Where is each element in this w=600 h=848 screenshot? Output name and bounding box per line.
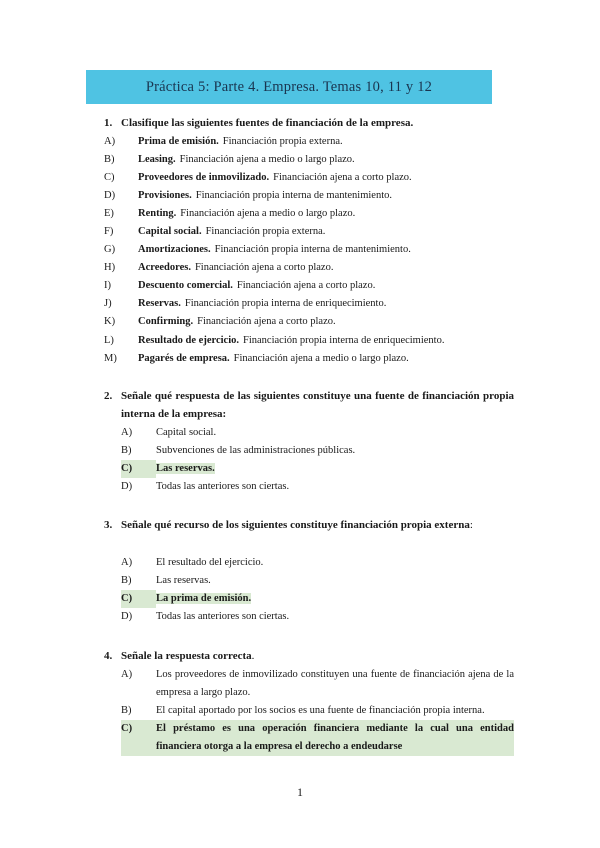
list-item: D) Provisiones. Financiación propia interna de mantenimiento. bbox=[104, 189, 393, 201]
answer-option: B) Las reservas. bbox=[121, 575, 211, 586]
answer-option: D) Todas las anteriores son ciertas. bbox=[121, 611, 290, 622]
list-item: M) Pagarés de empresa. Financiación ajena a medio o largo plazo. bbox=[104, 352, 409, 364]
list-item: L) Resultado de ejercicio. Financiación propia interna de enriquecimiento. bbox=[104, 334, 445, 346]
list-item: C) Proveedores de inmovilizado. Financiación ajena a corto plazo. bbox=[104, 171, 412, 183]
answer-option: B) El capital aportado por los socios es una fuente de financiación propia interna. bbox=[121, 705, 485, 716]
list-item: E) Renting. Financiación ajena a medio o largo plazo. bbox=[104, 207, 356, 219]
question-number: 1. bbox=[104, 117, 113, 129]
answer-option: A) El resultado del ejercicio. bbox=[121, 557, 264, 568]
correct-answer-option: C) Las reservas. bbox=[121, 460, 514, 478]
list-item: K) Confirming. Financiación ajena a corto plazo. bbox=[104, 316, 336, 328]
title-banner bbox=[86, 70, 492, 104]
q3-options bbox=[121, 554, 514, 626]
list-item: H) Acreedores. Financiación ajena a corto plazo. bbox=[104, 262, 334, 274]
answer-option: D) Todas las anteriores son ciertas. bbox=[121, 481, 290, 492]
list-item: B) Leasing. Financiación ajena a medio o largo plazo. bbox=[104, 153, 355, 165]
question-4: 4. Señale la respuesta correcta. bbox=[104, 647, 514, 665]
page-title: Práctica 5: Parte 4. Empresa. Temas 10, 11 y 12 bbox=[145, 78, 433, 95]
page-number: 1 bbox=[297, 785, 303, 799]
list-item: J) Reservas. Financiación propia interna de enriquecimiento. bbox=[104, 298, 387, 310]
question-number: 4. bbox=[104, 650, 113, 662]
q4-options bbox=[121, 666, 514, 756]
question-text: Clasifique las siguientes fuentes de financiación de la empresa. bbox=[121, 117, 414, 129]
question-text: Señale qué recurso de los siguientes constituye financiación propia externa bbox=[121, 519, 470, 531]
answer-option: A) Capital social. bbox=[121, 427, 217, 438]
answer-option: A) Los proveedores de inmovilizado constituyen una fuente de financiación ajena de la empresa a largo plazo. bbox=[121, 669, 514, 698]
correct-answer-option: C) El préstamo es una operación financiera mediante la cual una entidad financiera otorga a la empresa el derecho a endeudarse bbox=[121, 720, 514, 756]
question-text: Señale qué respuesta de las siguientes constituye una fuente de financiación propia interna de la empresa: bbox=[121, 390, 514, 420]
list-item: G) Amortizaciones. Financiación propia interna de mantenimiento. bbox=[104, 244, 411, 256]
list-item: A) Prima de emisión. Financiación propia externa. bbox=[104, 135, 343, 147]
q2-options bbox=[121, 424, 514, 496]
question-3: 3. Señale qué recurso de los siguientes constituye financiación propia externa: bbox=[104, 516, 514, 534]
question-number: 2. bbox=[104, 390, 113, 402]
answer-option: B) Subvenciones de las administraciones públicas. bbox=[121, 445, 356, 456]
question-text: Señale la respuesta correcta bbox=[121, 650, 252, 662]
correct-answer-option: C) La prima de emisión. bbox=[121, 590, 514, 608]
question-1 bbox=[104, 114, 514, 132]
question-2 bbox=[104, 387, 514, 423]
q1-items-list bbox=[104, 132, 514, 367]
question-number: 3. bbox=[104, 519, 113, 531]
list-item: I) Descuento comercial. Financiación ajena a corto plazo. bbox=[104, 280, 376, 292]
list-item: F) Capital social. Financiación propia externa. bbox=[104, 226, 326, 238]
